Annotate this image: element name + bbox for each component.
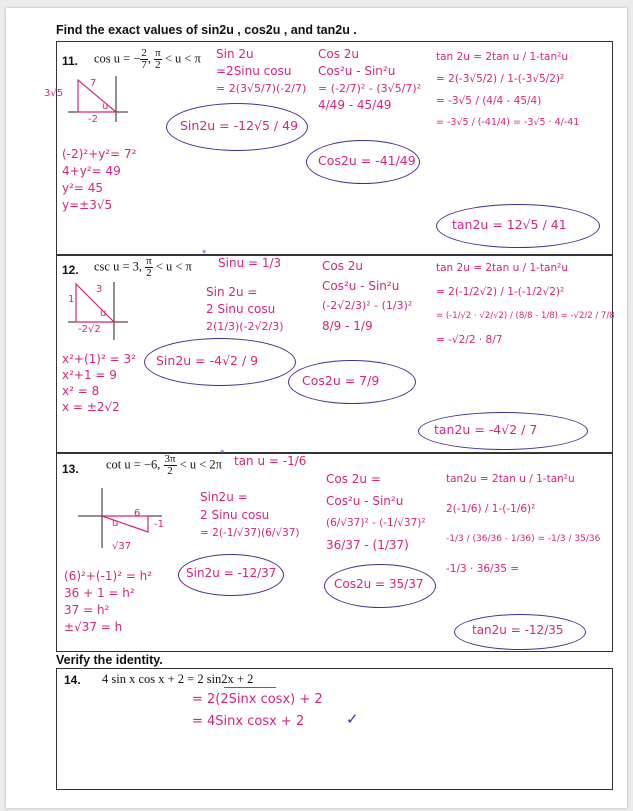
problem-11-cos-work: [318, 46, 421, 114]
problem-12-tan-answer: tan2u = -4√2 / 7: [434, 422, 538, 437]
problem-13-triangle: [78, 488, 168, 548]
range-rest: < u < 2π: [179, 457, 222, 472]
problem-13-given: [106, 454, 222, 477]
problem-11-sin-answer: Sin2u = -12√5 / 49: [180, 118, 299, 133]
section-heading: Find the exact values of sin2u , cos2u , and tan2u .: [56, 23, 357, 37]
work-line: 2 Sinu cosu: [206, 302, 276, 316]
tri12-angle: u: [100, 308, 107, 319]
pythag-line: x = ±2√2: [62, 400, 120, 414]
pythag-line: 37 = h²: [64, 603, 110, 617]
work-line: 2(-1/6) / 1-(-1/6)²: [446, 503, 536, 515]
range-fraction: $\frac{\pi}{2}$: [155, 47, 161, 71]
work-line: 8/9 - 1/9: [322, 319, 373, 333]
problem-11-given: cos u = − $\frac{2}{7}$ , $\frac{\pi}{2}$ < u < π: [94, 47, 201, 71]
problem-12-tan-work: [436, 256, 615, 352]
work-line: = 2(3√5/7)(-2/7): [216, 82, 307, 95]
work-line: Sin 2u: [216, 47, 254, 61]
problem-12-sin-answer: Sin2u = -4√2 / 9: [156, 353, 259, 368]
pythag-line: x² = 8: [62, 384, 100, 398]
work-line: tan 2u = 2tan u / 1-tan²u: [436, 51, 568, 63]
problem-11-triangle: [68, 74, 138, 124]
problem-12-sin-work: [206, 284, 284, 335]
given-lhs: cos u = −: [94, 51, 141, 66]
work-line: = (-2/7)² - (3√5/7)²: [318, 82, 422, 95]
problem-13-tan-answer: tan2u = -12/35: [472, 623, 564, 637]
work-line: =2Sinu cosu: [216, 64, 292, 78]
verify-heading: Verify the identity.: [56, 653, 163, 667]
work-line: = -3√5 / (4/4 - 45/4): [436, 95, 542, 107]
problem-11-number: 11.: [62, 54, 79, 68]
work-line: Cos 2u: [322, 259, 364, 273]
work-line: = 2(-1/√37)(6/√37): [200, 527, 300, 539]
pythag-line: (-2)²+y²= 7²: [62, 147, 137, 161]
checkmark-icon: ✓: [346, 711, 359, 728]
range-fraction: $\frac{\pi}{2}$: [146, 255, 152, 279]
tri13-opp: -1: [154, 519, 164, 530]
problem-13-sin-work: [200, 488, 300, 542]
problem-11-sin-work: [216, 46, 306, 97]
pythag-line: 4+y²= 49: [62, 164, 121, 178]
pythag-line: x²+1 = 9: [62, 368, 117, 382]
tri11-hyp: 7: [90, 78, 97, 89]
pythag-line: 36 + 1 = h²: [64, 586, 135, 600]
pythag-line: ±√37 = h: [64, 620, 123, 634]
tri13-hyp: √37: [112, 541, 132, 552]
tri13-angle: u: [112, 518, 119, 529]
range-rest: < u < π: [155, 259, 192, 274]
work-line: 2 Sinu cosu: [200, 508, 270, 522]
given-lhs: csc u = 3,: [94, 259, 143, 274]
problem-12-cos-answer: Cos2u = 7/9: [302, 373, 380, 388]
pythag-line: (6)²+(-1)² = h²: [64, 569, 153, 583]
problem-14-work-line1: = 2(2Sinx cosx) + 2: [192, 692, 323, 707]
problem-11-cos-answer: Cos2u = -41/49: [318, 153, 416, 168]
problem-14-number: 14.: [64, 673, 81, 687]
work-line: Sin2u =: [200, 490, 248, 504]
work-line: (6/√37)² - (-1/√37)²: [326, 517, 426, 529]
problem-12-pythag: [62, 351, 136, 415]
work-line: = (-1/√2 · √2/√2) / (8/8 - 1/8) = -√2/2 / 7/8: [436, 311, 615, 321]
problem-11-tan-answer: tan2u = 12√5 / 41: [452, 217, 567, 232]
tri12-hyp: 3: [96, 284, 103, 295]
work-line: 4/49 - 45/49: [318, 98, 392, 112]
star-mark: *: [202, 248, 207, 260]
work-line: Cos²u - Sin²u: [326, 494, 404, 508]
problem-12-cos-work: [322, 256, 412, 336]
star-mark: *: [220, 448, 225, 460]
work-line: tan 2u = 2tan u / 1-tan²u: [436, 262, 568, 274]
tri12-opp: 1: [68, 294, 75, 305]
work-line: = 2(-1/2√2) / 1-(-1/2√2)²: [436, 286, 565, 298]
work-line: Cos²u - Sin²u: [318, 64, 396, 78]
problem-13-sin-answer: Sin2u = -12/37: [186, 566, 277, 580]
given-fraction: $\frac{2}{7}$: [141, 47, 147, 71]
work-line: Cos 2u =: [326, 472, 381, 486]
work-line: 36/37 - (1/37): [326, 538, 409, 552]
problem-11-tan-work: [436, 46, 579, 134]
work-line: Cos 2u: [318, 47, 360, 61]
problem-13-cos-answer: Cos2u = 35/37: [334, 577, 424, 591]
given-lhs: cot u = −6,: [106, 457, 161, 472]
range-rest: < u < π: [164, 51, 201, 66]
problem-13-tan-work: [446, 464, 600, 584]
work-line: tan2u = 2tan u / 1-tan²u: [446, 473, 575, 485]
pythag-line: x²+(1)² = 3²: [62, 352, 136, 366]
problem-14-work-line2: = 4Sinx cosx + 2: [192, 714, 305, 729]
tri11-side: 3√5: [44, 88, 64, 99]
work-line: 2(1/3)(-2√2/3): [206, 320, 284, 333]
work-line: -1/3 · 36/35 =: [446, 563, 520, 575]
work-line: = -√2/2 · 8/7: [436, 334, 503, 346]
problem-13-number: 13.: [62, 462, 79, 476]
tri12-adj: -2√2: [78, 324, 101, 335]
work-line: (-2√2/3)² - (1/3)²: [322, 299, 413, 312]
pythag-line: y²= 45: [62, 181, 104, 195]
underline-mark: [224, 687, 276, 688]
problem-11-pythag: [62, 146, 136, 214]
tri11-angle: u: [102, 101, 109, 112]
problem-13-pythag: [64, 568, 152, 636]
problem-12-given: [94, 256, 192, 279]
pythag-line: y=±3√5: [62, 198, 113, 212]
worksheet-page: [6, 8, 627, 808]
work-line: = 2(-3√5/2) / 1-(-3√5/2)²: [436, 73, 565, 85]
work-line: -1/3 / (36/36 - 1/36) = -1/3 / 35/36: [446, 534, 601, 544]
tri13-adj: 6: [134, 508, 141, 519]
problem-13-cos-work: [326, 468, 426, 556]
range-fraction: $\frac{3\pi}{2}$: [164, 453, 176, 477]
problem-13-note: tan u = -1/6: [234, 454, 307, 468]
work-line: Sin 2u =: [206, 285, 258, 299]
work-line: = -3√5 / (-41/4) = -3√5 · 4/-41: [436, 117, 580, 128]
problem-14-identity: 4 sin x cos x + 2 = 2 sin2x + 2: [102, 672, 254, 686]
work-line: Cos²u - Sin²u: [322, 279, 400, 293]
problem-12-note: Sinu = 1/3: [218, 256, 282, 270]
tri11-adj: -2: [88, 114, 98, 125]
problem-12-number: 12.: [62, 263, 79, 277]
